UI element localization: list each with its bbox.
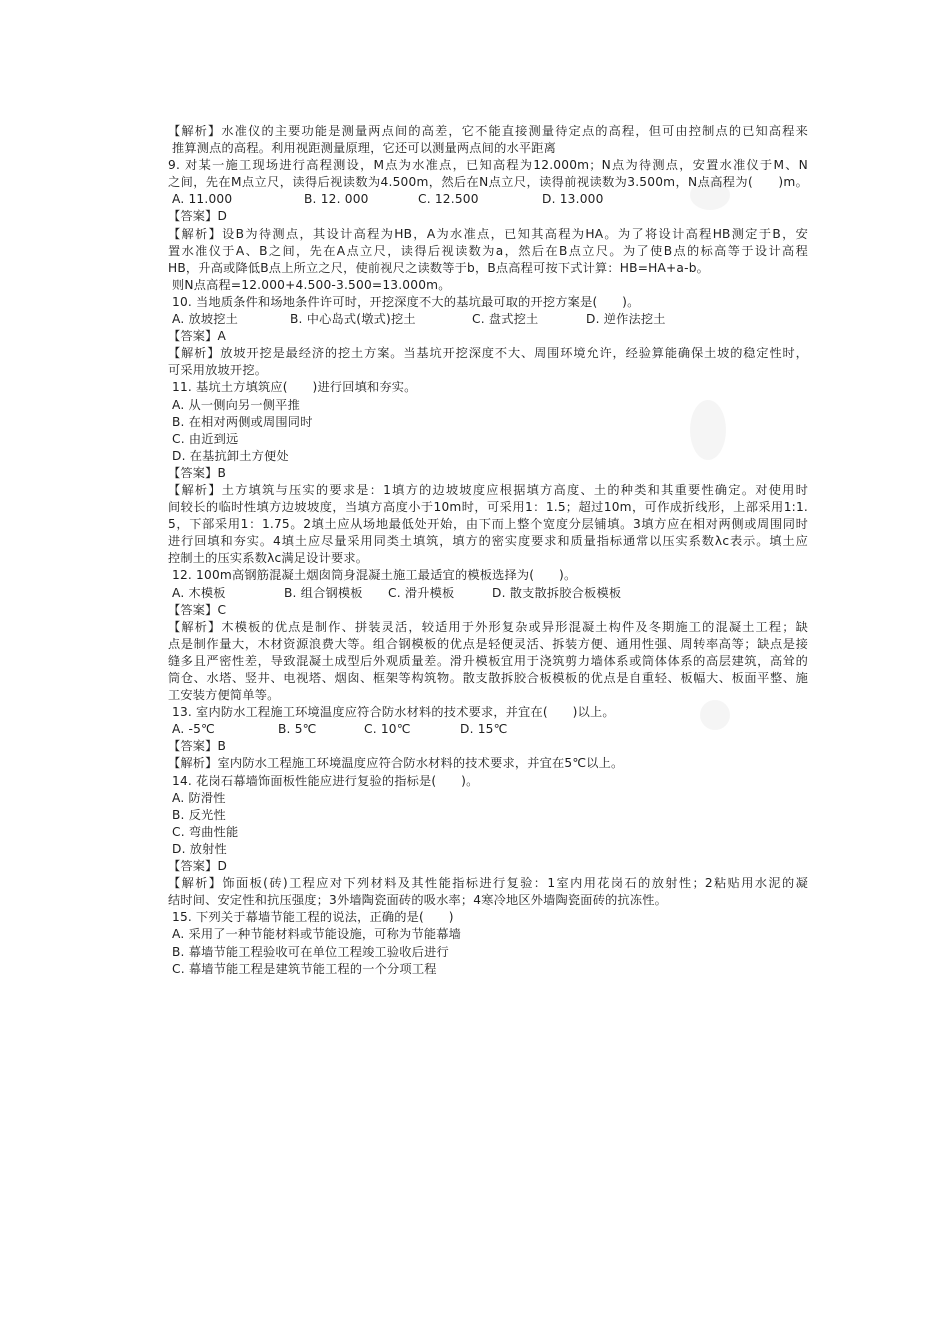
option-line: C. 幕墙节能工程是建筑节能工程的一个分项工程 bbox=[172, 961, 437, 976]
option-d: D. 15℃ bbox=[460, 722, 508, 737]
text-line: 【解析】水准仪的主要功能是测量两点间的高差，它不能直接测量待定点的高程，但可由控制点的已知高程来 bbox=[168, 124, 808, 138]
option-c: C. 10℃ bbox=[364, 722, 411, 737]
question-line: 之间，先在M点立尺，读得后视读数为4.500m，然后在N点立尺，读得前视读数为3.500m，N点高程为( )m。 bbox=[168, 175, 808, 190]
option-d: D. 13.000 bbox=[542, 192, 604, 207]
answer-line: 【答案】D bbox=[168, 859, 228, 874]
option-line: A. 防滑性 bbox=[172, 790, 226, 805]
option-b: B. 组合钢模板 bbox=[284, 585, 363, 600]
text-line: 【解析】放坡开挖是最经济的挖土方案。当基坑开挖深度不大、周围环境允许，经验算能确保土坡的稳定性时， bbox=[168, 346, 808, 361]
option-line: D. 在基抗卸土方便处 bbox=[172, 448, 289, 463]
question-line: 12. 100m高钢筋混凝土烟囱筒身混凝土施工最适宜的模板选择为( )。 bbox=[172, 568, 577, 583]
option-b: B. 5℃ bbox=[278, 722, 317, 737]
option-line: C. 由近到远 bbox=[172, 431, 239, 446]
option-b: B. 中心岛式(墩式)挖土 bbox=[290, 312, 416, 327]
option-line: A. 从一侧向另一侧平推 bbox=[172, 397, 300, 412]
text-line: 【解析】土方填筑与压实的要求是：1填方的边坡坡度应根据填方高度、土的种类和其重要性确定。对使用时 bbox=[168, 482, 808, 497]
options-row-q13 bbox=[168, 721, 808, 738]
text-line: 则N点高程=12.000+4.500-3.500=13.000m。 bbox=[172, 277, 451, 292]
option-line: D. 放射性 bbox=[172, 841, 227, 856]
question-line: 15. 下列关于幕墙节能工程的说法，正确的是( ) bbox=[172, 910, 454, 925]
text-line: 工安装方便简单等。 bbox=[168, 688, 280, 703]
answer-line: 【答案】A bbox=[168, 329, 227, 344]
option-line: B. 幕墙节能工程验收可在单位工程竣工验收后进行 bbox=[172, 944, 449, 959]
text-line: 【解析】设B为待测点，其设计高程为HB，A为水准点，已知其高程为HA。为了将设计高程HB测定于B，安 bbox=[168, 226, 808, 241]
options-row-q9 bbox=[168, 191, 808, 208]
option-c: C. 盘式挖土 bbox=[472, 312, 539, 327]
answer-line: 【答案】B bbox=[168, 465, 227, 480]
option-line: A. 采用了一种节能材料或节能设施，可称为节能幕墙 bbox=[172, 927, 461, 942]
text-line: 可采用放坡开挖。 bbox=[168, 363, 268, 378]
text-line: 【解析】木模板的优点是制作、拼装灵活，较适用于外形复杂或异形混凝土构件及冬期施工的混凝土工程；缺 bbox=[168, 619, 808, 634]
option-a: A. 放坡挖土 bbox=[172, 312, 239, 327]
option-line: C. 弯曲性能 bbox=[172, 824, 239, 839]
option-line: B. 在相对两侧或周围同时 bbox=[172, 414, 313, 429]
option-a: A. -5℃ bbox=[172, 722, 215, 737]
question-line: 10. 当地质条件和场地条件许可时，开挖深度不大的基坑最可取的开挖方案是( )。 bbox=[172, 294, 640, 309]
text-line: 推算测点的高程。利用视距测量原理，它还可以测量两点间的水平距离 bbox=[172, 141, 557, 156]
option-line: B. 反光性 bbox=[172, 807, 226, 822]
option-d: D. 逆作法挖土 bbox=[586, 312, 666, 327]
answer-line: 【答案】C bbox=[168, 602, 227, 617]
text-line: 置水准仪于A、B之间，先在A点立尺，读得后视读数为a，然后在B点立尺。为了使B点的标高等于设计高程 bbox=[168, 243, 808, 258]
text-line: 点是制作量大，木材资源浪费大等。组合钢模板的优点是轻便灵活、拆装方便、通用性强、周转率高等；缺点是接 bbox=[168, 636, 808, 651]
answer-line: 【答案】B bbox=[168, 739, 227, 754]
question-line: 9. 对某一施工现场进行高程测设，M点为水准点，已知高程为12.000m；N点为待测点，安置水准仪于M、N bbox=[168, 158, 808, 173]
option-c: C. 滑升模板 bbox=[388, 585, 455, 600]
option-c: C. 12.500 bbox=[418, 192, 479, 207]
text-line: 【解析】室内防水工程施工环境温度应符合防水材料的技术要求，并宜在5℃以上。 bbox=[168, 756, 624, 771]
option-a: A. 木模板 bbox=[172, 585, 226, 600]
text-line: 5，下部采用1：1.75。2填土应从场地最低处开始，由下而上整个宽度分层铺填。3填方应在相对两侧或周围同时 bbox=[168, 517, 808, 532]
question-line: 11. 基坑土方填筑应( )进行回填和夯实。 bbox=[172, 380, 417, 395]
text-line: HB，升高或降低B点上所立之尺，使前视尺之读数等于b，B点高程可按下式计算：HB=HA+a-b。 bbox=[168, 260, 710, 275]
question-line: 13. 室内防水工程施工环境温度应符合防水材料的技术要求，并宜在( )以上。 bbox=[172, 705, 615, 720]
options-row-q10 bbox=[168, 311, 808, 328]
text-line: 筒仓、水塔、竖井、电视塔、烟囱、框架等构筑物。散支散拆胶合板模板的优点是自重轻、板幅大、板面平整、施 bbox=[168, 671, 808, 685]
text-line: 缝多且严密性差，导致混凝土成型后外观质量差。滑升模板宜用于浇筑剪力墙体系或筒体体系的高层建筑，高耸的 bbox=[168, 653, 808, 668]
answer-line: 【答案】D bbox=[168, 209, 228, 224]
text-line: 结时间、安定性和抗压强度；3外墙陶瓷面砖的吸水率；4寒冷地区外墙陶瓷面砖的抗冻性。 bbox=[168, 893, 668, 908]
option-a: A. 11.000 bbox=[172, 192, 233, 207]
option-b: B. 12. 000 bbox=[304, 192, 369, 207]
options-row-q12 bbox=[168, 585, 808, 602]
text-line: 控制土的压实系数λc满足设计要求。 bbox=[168, 551, 369, 566]
document-body bbox=[168, 123, 808, 978]
option-d: D. 散支散拆胶合板模板 bbox=[492, 585, 622, 600]
text-line: 【解析】饰面板(砖)工程应对下列材料及其性能指标进行复验：1室内用花岗石的放射性；2粘贴用水泥的凝 bbox=[168, 876, 808, 891]
question-line: 14. 花岗石幕墙饰面板性能应进行复验的指标是( )。 bbox=[172, 773, 479, 788]
text-line: 间较长的临时性填方边坡坡度，当填方高度小于10m时，可采用1：1.5；超过10m，可作成折线形，上部采用1:1. bbox=[168, 500, 808, 515]
text-line: 进行回填和夯实。4填土应尽量采用同类土填筑，填方的密实度要求和质量指标通常以压实系数λc表示。填土应 bbox=[168, 534, 808, 549]
